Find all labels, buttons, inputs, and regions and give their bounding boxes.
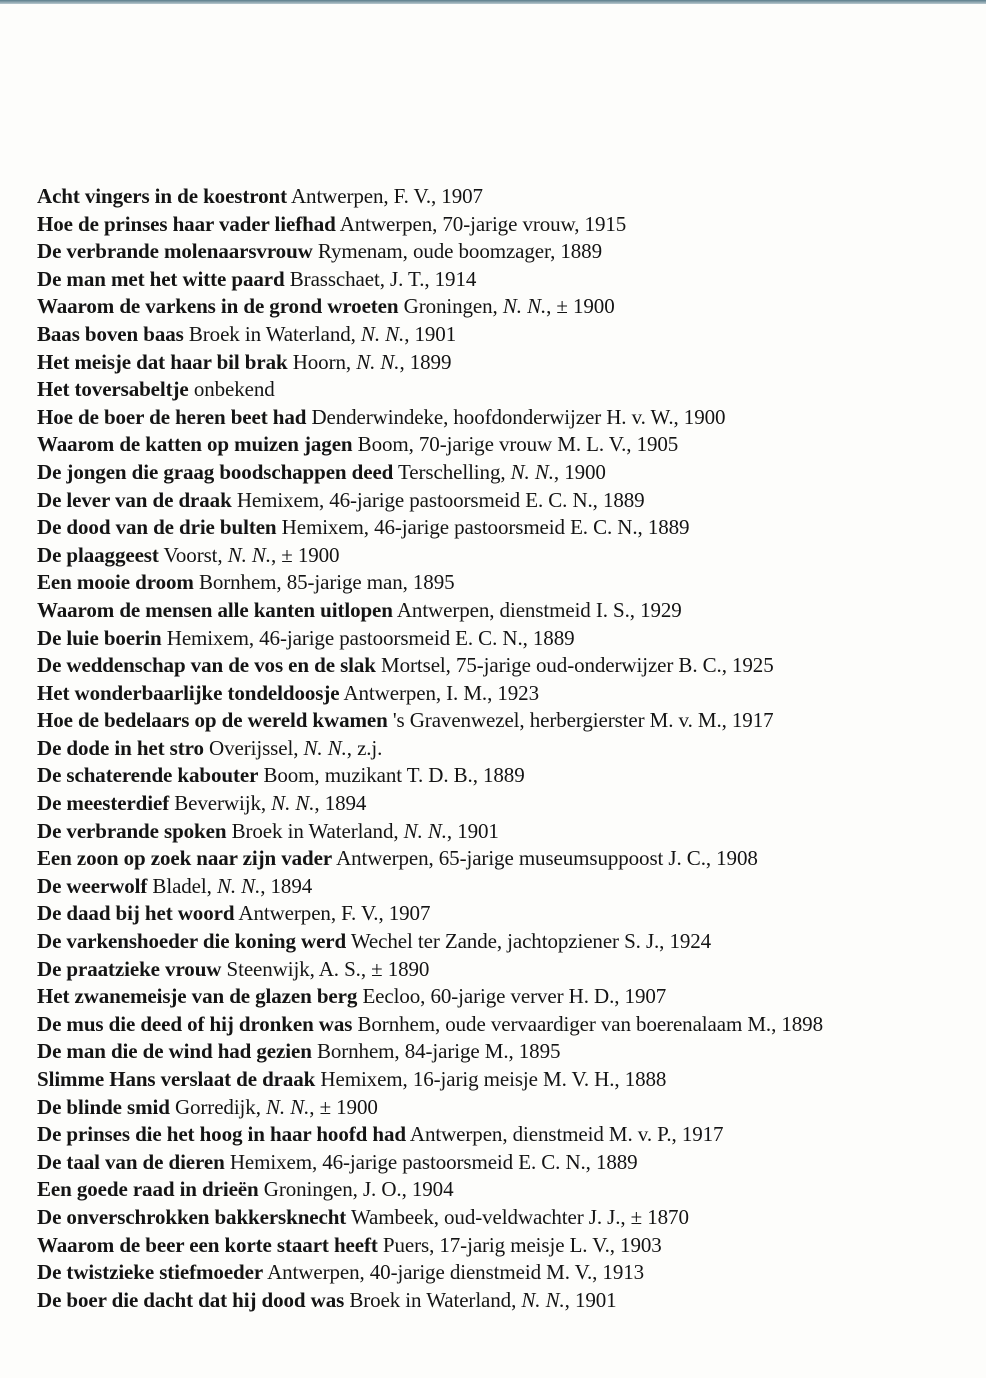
story-title: Waarom de mensen alle kanten uitlopen [37, 597, 393, 622]
story-source: Antwerpen, 65-jarige museumsuppoost J. C., 1908 [336, 846, 758, 871]
list-item [37, 1232, 967, 1260]
story-title: Het wonderbaarlijke tondeldoosje [37, 680, 340, 705]
story-title: Slimme Hans verslaat de draak [37, 1067, 316, 1091]
story-source: Broek in Waterland, N. N., 1901 [188, 321, 457, 346]
story-source: Hoorn, N. N., 1899 [292, 349, 452, 374]
story-title: Een mooie droom [37, 570, 194, 595]
list-item [37, 1121, 967, 1149]
story-title: De man die de wind had gezien [37, 1039, 312, 1064]
list-item [37, 762, 967, 790]
story-source: Eecloo, 60-jarige verver H. D., 1907 [362, 984, 667, 1009]
story-title: De lever van de draak [37, 487, 232, 512]
story-title: De praatzieke vrouw [37, 956, 222, 981]
story-source: Beverwijk, N. N., 1894 [174, 791, 367, 816]
story-source: Gorredijk, N. N., ± 1900 [174, 1094, 378, 1119]
list-item [37, 983, 967, 1011]
list-item [37, 900, 967, 928]
story-title: De daad bij het woord [37, 901, 235, 926]
story-source: Wechel ter Zande, jachtopziener S. J., 1924 [350, 929, 712, 954]
list-item [37, 1287, 967, 1315]
story-source: onbekend [193, 377, 275, 402]
story-source: Rymenam, oude boomzager, 1889 [317, 239, 602, 264]
story-source: Groningen, J. O., 1904 [263, 1177, 454, 1202]
story-title: Hoe de prinses haar vader liefhad [37, 211, 336, 236]
story-title: Waarom de katten op muizen jagen [37, 432, 353, 457]
story-title: Het toversabeltje [37, 377, 189, 402]
list-item [37, 542, 967, 570]
list-item [37, 514, 967, 542]
story-source: Bornhem, 84-jarige M., 1895 [316, 1039, 561, 1064]
list-item [37, 818, 967, 846]
story-title: De verbrande molenaarsvrouw [37, 239, 313, 264]
list-item [37, 431, 967, 459]
list-item [37, 1204, 967, 1232]
story-title: De onverschrokken bakkersknecht [37, 1204, 347, 1229]
story-title: Het meisje dat haar bil brak [37, 349, 288, 374]
list-item [37, 1149, 967, 1177]
story-title: De plaaggeest [37, 542, 159, 567]
story-title: De weerwolf [37, 873, 148, 898]
story-source: Denderwindeke, hoofdonderwijzer H. v. W., 1900 [311, 404, 726, 429]
list-item [37, 873, 967, 901]
story-title: De dood van de drie bulten [37, 515, 277, 540]
list-item [37, 597, 967, 625]
story-title: De schaterende kabouter [37, 763, 259, 788]
list-item [37, 1176, 967, 1204]
list-item [37, 652, 967, 680]
story-title: De luie boerin [37, 625, 162, 650]
story-source: Bladel, N. N., 1894 [152, 873, 313, 898]
list-item [37, 349, 967, 377]
list-item [37, 735, 967, 763]
list-item [37, 404, 967, 432]
story-title: De blinde smid [37, 1094, 170, 1119]
story-title: De prinses die het hoog in haar hoofd had [37, 1122, 406, 1147]
list-item [37, 238, 967, 266]
list-item [37, 1259, 967, 1287]
story-source: Puers, 17-jarig meisje L. V., 1903 [382, 1232, 662, 1257]
list-item [37, 183, 967, 211]
list-item [37, 321, 967, 349]
story-source: Broek in Waterland, N. N., 1901 [349, 1287, 617, 1312]
story-title: De mus die deed of hij dronken was [37, 1011, 353, 1036]
story-title: De dode in het stro [37, 735, 204, 760]
list-item [37, 928, 967, 956]
story-source: Terschelling, N. N., 1900 [398, 459, 606, 484]
story-title: Baas boven baas [37, 321, 184, 346]
story-title: Waarom de beer een korte staart heeft [37, 1232, 378, 1257]
story-source: Antwerpen, 40-jarige dienstmeid M. V., 1913 [267, 1260, 645, 1285]
story-title: Hoe de boer de heren beet had [37, 404, 307, 429]
top-edge-rule [0, 0, 986, 4]
story-source: Hemixem, 46-jarige pastoorsmeid E. C. N., 1889 [281, 515, 690, 540]
story-title: Hoe de bedelaars op de wereld kwamen [37, 708, 388, 733]
story-title: De varkenshoeder die koning werd [37, 929, 347, 954]
story-source: Hemixem, 46-jarige pastoorsmeid E. C. N., 1889 [166, 625, 575, 650]
list-item [37, 1066, 967, 1094]
story-title: Het zwanemeisje van de glazen berg [37, 984, 358, 1009]
story-source: Antwerpen, I. M., 1923 [343, 680, 539, 705]
story-source: Wambeek, oud-veldwachter J. J., ± 1870 [351, 1204, 689, 1229]
story-title: Een zoon op zoek naar zijn vader [37, 846, 333, 871]
story-source: Antwerpen, F. V., 1907 [238, 901, 431, 926]
list-item [37, 680, 967, 708]
story-source: Boom, 70-jarige vrouw M. L. V., 1905 [357, 432, 679, 457]
story-source: Mortsel, 75-jarige oud-onderwijzer B. C., 1925 [381, 653, 774, 678]
story-source: Antwerpen, dienstmeid I. S., 1929 [396, 597, 682, 622]
story-title: De man met het witte paard [37, 266, 285, 291]
story-source: Steenwijk, A. S., ± 1890 [226, 956, 430, 981]
list-item [37, 1094, 967, 1122]
list-item [37, 459, 967, 487]
list-item [37, 1038, 967, 1066]
story-title: Acht vingers in de koestront [37, 184, 287, 208]
story-source: Voorst, N. N., ± 1900 [163, 542, 340, 567]
list-item [37, 211, 967, 239]
story-source: Hemixem, 46-jarige pastoorsmeid E. C. N., 1889 [236, 487, 645, 512]
story-source: Antwerpen, 70-jarige vrouw, 1915 [339, 211, 627, 236]
story-source: Antwerpen, F. V., 1907 [290, 184, 483, 208]
list-item [37, 376, 967, 404]
story-title: De meesterdief [37, 791, 170, 816]
list-item [37, 569, 967, 597]
list-item [37, 707, 967, 735]
list-item [37, 845, 967, 873]
story-source: Brasschaet, J. T., 1914 [289, 266, 477, 291]
story-title: De weddenschap van de vos en de slak [37, 653, 376, 678]
list-item [37, 790, 967, 818]
story-title: De boer die dacht dat hij dood was [37, 1287, 345, 1312]
list-item [37, 625, 967, 653]
story-title: Waarom de varkens in de grond wroeten [37, 294, 399, 319]
story-title: De twistzieke stiefmoeder [37, 1260, 264, 1285]
story-source: Groningen, N. N., ± 1900 [403, 294, 615, 319]
list-item [37, 266, 967, 294]
story-source: Broek in Waterland, N. N., 1901 [231, 818, 499, 843]
list-item [37, 956, 967, 984]
list-item [37, 487, 967, 515]
list-item [37, 1011, 967, 1039]
story-source: Bornhem, oude vervaardiger van boerenalaam M., 1898 [357, 1011, 823, 1036]
story-source: Hemixem, 16-jarig meisje M. V. H., 1888 [320, 1067, 667, 1091]
story-source-list [37, 183, 967, 1314]
story-title: De taal van de dieren [37, 1149, 225, 1174]
story-source: Overijssel, N. N., z.j. [209, 735, 383, 760]
story-source: Antwerpen, dienstmeid M. v. P., 1917 [409, 1122, 724, 1147]
story-title: De verbrande spoken [37, 818, 227, 843]
story-title: Een goede raad in drieën [37, 1177, 259, 1202]
story-title: De jongen die graag boodschappen deed [37, 459, 394, 484]
list-item [37, 293, 967, 321]
story-source: 's Gravenwezel, herbergierster M. v. M., 1917 [392, 708, 774, 733]
story-source: Bornhem, 85-jarige man, 1895 [198, 570, 455, 595]
story-source: Hemixem, 46-jarige pastoorsmeid E. C. N., 1889 [229, 1149, 638, 1174]
story-source: Boom, muzikant T. D. B., 1889 [263, 763, 525, 788]
